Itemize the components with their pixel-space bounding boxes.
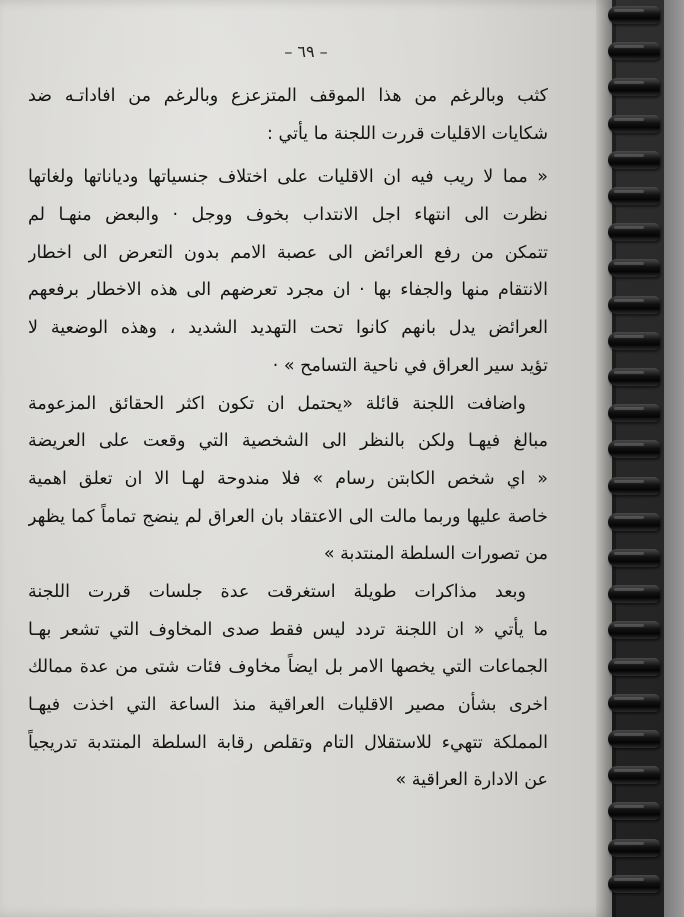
binding-coil: [608, 513, 660, 531]
text-line: شكايات الاقليات قررت اللجنة ما يأتي :: [267, 123, 548, 144]
binding-coil: [608, 477, 660, 495]
binding-coil: [608, 875, 660, 893]
binding-coil: [608, 549, 660, 567]
binding-coil: [608, 78, 660, 96]
text-line: المملكة تتهيء للاستقلال التام وتقلص رقابة السلطة المنتدبة تدريجياً: [28, 732, 548, 753]
text-line: الانتقام منها والجفاء بها · ان مجرد تعرضهم الى هذه الاخطار برفعهم: [28, 280, 548, 301]
text-line: تؤيد سير العراق في ناحية التسامح » ·: [272, 355, 548, 376]
binding-coil: [608, 839, 660, 857]
binding-coil: [608, 730, 660, 748]
binding-coil: [608, 585, 660, 603]
text-line: واضافت اللجنة قائلة «يحتمل ان تكون اكثر الحقائق المزعومة: [28, 393, 526, 414]
text-line: اخرى بشأن مصير الاقليات العراقية منذ الساعة التي اخذت فيهـا: [28, 695, 548, 715]
binding-coil: [608, 802, 660, 820]
text-line: « مما لا ريب فيه ان الاقليات على اختلاف جنسياتها ودياناتها ولغاتها: [28, 167, 548, 188]
text-line: عن الادارة العراقية »: [395, 770, 548, 791]
text-line: تتمكن من رفع العرائض الى عصبة الامم بدون التعرض الى اخطار: [28, 242, 548, 263]
text-line: العرائض يدل بانهم كانوا تحت التهديد الشديد ، وهذه الوضعية لا: [28, 318, 548, 339]
binding-coil: [608, 259, 660, 277]
text-line: « اي شخص الكابتن رسام » فلا مندوحة لهـا الا ان تعلق اهمية: [28, 468, 548, 489]
text-line: مبالغ فيهـا ولكن بالنظر الى الشخصية التي وقعت على العريضة: [28, 431, 548, 452]
binding-coil: [608, 694, 660, 712]
binding-coil: [608, 187, 660, 205]
binding-coil: [608, 296, 660, 314]
binding-coil: [608, 440, 660, 458]
binding-coil: [608, 621, 660, 639]
text-line: خاصة عليها وربما مالت الى الاعتقاد بان العراق لم ينضج تماماً كما يظهر: [28, 506, 548, 527]
binding-coil: [608, 115, 660, 133]
background-edge: [664, 0, 684, 917]
page-number: – ٦٩ –: [284, 42, 328, 61]
text-line: ما يأتي « ان اللجنة تردد ليس فقط صدى المخاوف التي تشعر بهـا: [28, 619, 548, 640]
binding-coil: [608, 766, 660, 784]
binding-coil: [608, 332, 660, 350]
page-text: [28, 78, 548, 800]
text-line: نظرت الى انتهاء اجل الانتداب بخوف ووجل · والبعض منهـا لم: [28, 205, 548, 226]
text-line: كثب وبالرغم من هذا الموقف المتزعزع وبالرغم من افاداتـه ضد: [28, 86, 548, 106]
binding-coil: [608, 6, 660, 24]
binding-coil: [608, 42, 660, 60]
binding-coil: [608, 658, 660, 676]
binding-coil: [608, 223, 660, 241]
binding-coil: [608, 368, 660, 386]
text-line: وبعد مذاكرات طويلة استغرقت عدة جلسات قررت اللجنة: [28, 581, 526, 602]
binding-coil: [608, 404, 660, 422]
binding-coil: [608, 151, 660, 169]
text-line: من تصورات السلطة المنتدبة »: [323, 544, 548, 565]
text-line: الجماعات التي يخصها الامر بل ايضاً مخاوف فئات شتى من عدة ممالك: [28, 657, 548, 678]
